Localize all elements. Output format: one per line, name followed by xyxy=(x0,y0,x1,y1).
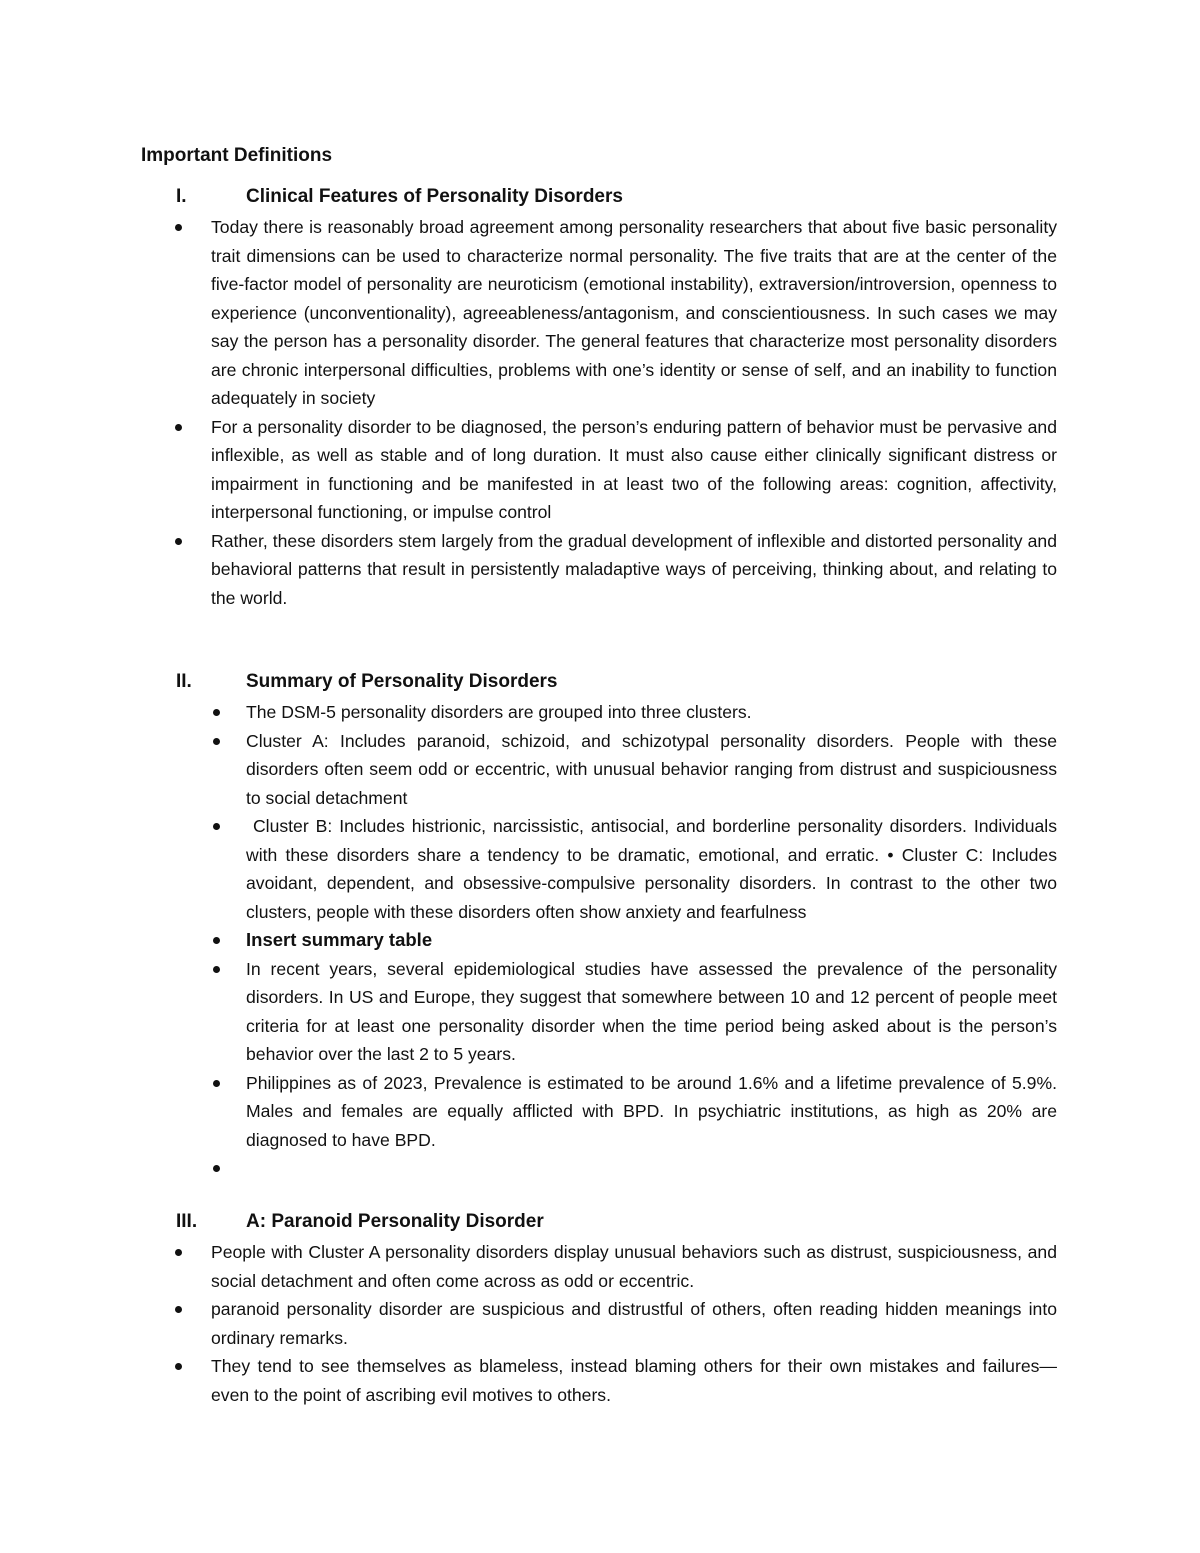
section-title: A: Paranoid Personality Disorder xyxy=(246,1211,544,1232)
section-title: Clinical Features of Personality Disorders xyxy=(246,186,623,207)
bullet-icon xyxy=(213,1080,220,1087)
list-item: Today there is reasonably broad agreement among personality researchers that about five basic personality trait dimensions can be used to characterize normal personality. The five traits that are at the center of the five-factor model of personality are neuroticism (emotional instability), extraversion/introversion, openness to experience (unconventionality), agreeableness/antagonism, and conscientiousness. In such cases we may say the person has a personality disorder. The general features that characterize most personality disorders are chronic interpersonal difficulties, problems with one’s identity or sense of self, and an inability to function adequately in society xyxy=(211,213,1057,413)
bullet-icon xyxy=(175,538,182,545)
bullet-icon xyxy=(213,1165,220,1172)
list-item: Cluster B: Includes histrionic, narcissistic, antisocial, and borderline personality disorders. Individuals with these disorders share a tendency to be dramatic, emotional, and erratic. • Cluster C: Includes avoidant, dependent, and obsessive-compulsive personality disorders. In contrast to the other two clusters, people with these disorders often show anxiety and fearfulness xyxy=(246,812,1057,926)
section-number: II. xyxy=(176,671,192,692)
bullet-icon xyxy=(175,1363,182,1370)
list-item: They tend to see themselves as blameless, instead blaming others for their own mistakes and failures—even to the point of ascribing evil motives to others. xyxy=(211,1352,1057,1409)
list-item xyxy=(246,1154,1057,1183)
bullet-icon xyxy=(213,937,220,944)
list-item: Insert summary table xyxy=(246,926,1057,955)
bullet-icon xyxy=(213,823,220,830)
bullet-icon xyxy=(175,424,182,431)
list-item: Cluster A: Includes paranoid, schizoid, and schizotypal personality disorders. People with these disorders often seem odd or eccentric, with unusual behavior ranging from distrust and suspiciousness to social detachment xyxy=(246,727,1057,813)
bullet-icon xyxy=(213,709,220,716)
list-item: The DSM-5 personality disorders are grouped into three clusters. xyxy=(246,698,1057,727)
document-title: Important Definitions xyxy=(141,145,333,166)
list-item: For a personality disorder to be diagnosed, the person’s enduring pattern of behavior must be pervasive and inflexible, as well as stable and of long duration. It must also cause either clinically significant distress or impairment in functioning and be manifested in at least two of the following areas: cognition, affectivity, interpersonal functioning, or impulse control xyxy=(211,413,1057,527)
list-item: In recent years, several epidemiological studies have assessed the prevalence of the personality disorders. In US and Europe, they suggest that somewhere between 10 and 12 percent of people meet criteria for at least one personality disorder when the time period being asked about is the person’s behavior over the last 2 to 5 years. xyxy=(246,955,1057,1069)
section-title: Summary of Personality Disorders xyxy=(246,671,558,692)
bullet-list xyxy=(211,1238,1057,1409)
bullet-icon xyxy=(175,224,182,231)
list-item: People with Cluster A personality disorders display unusual behaviors such as distrust, suspiciousness, and social detachment and often come across as odd or eccentric. xyxy=(211,1238,1057,1295)
bullet-icon xyxy=(175,1249,182,1256)
bullet-list xyxy=(246,698,1062,1183)
bullet-icon xyxy=(175,1306,182,1313)
list-item: Rather, these disorders stem largely from the gradual development of inflexible and distorted personality and behavioral patterns that result in persistently maladaptive ways of perceiving, thinking about, and relating to the world. xyxy=(211,527,1057,613)
list-item: paranoid personality disorder are suspicious and distrustful of others, often reading hidden meanings into ordinary remarks. xyxy=(211,1295,1057,1352)
bullet-icon xyxy=(213,966,220,973)
bullet-list xyxy=(211,213,1057,612)
section-number: III. xyxy=(176,1211,198,1232)
list-item: Philippines as of 2023, Prevalence is estimated to be around 1.6% and a lifetime prevalence of 5.9%. Males and females are equally afflicted with BPD. In psychiatric institutions, as high as 20% are diagnosed to have BPD. xyxy=(246,1069,1057,1155)
bullet-icon xyxy=(213,738,220,745)
section-number: I. xyxy=(176,186,187,207)
